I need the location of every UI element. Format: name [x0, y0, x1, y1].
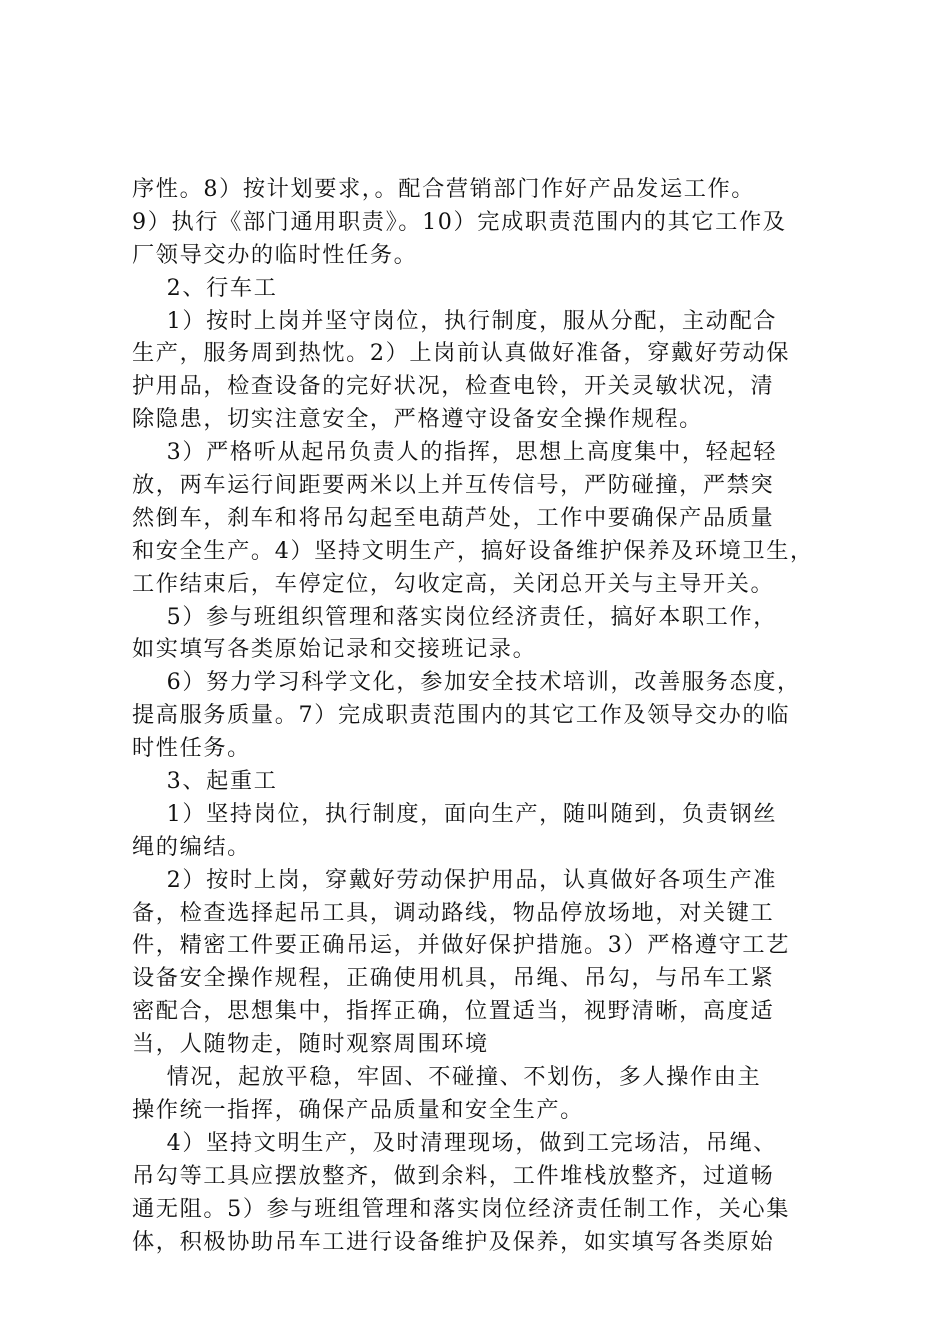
text-line: 序性。8）按计划要求，。配合营销部门作好产品发运工作。: [132, 176, 756, 202]
text-line: 操作统一指挥，确保产品质量和安全生产。: [132, 1096, 584, 1123]
text-line: 2、行车工: [132, 274, 278, 301]
text-line: 时性任务。: [132, 735, 251, 762]
text-line: 如实填写各类原始记录和交接班记录。: [132, 636, 537, 663]
text-line: 体，积极协助吊车工进行设备维护及保养，如实填写各类原始: [132, 1228, 775, 1255]
text-line: 放，两车运行间距要两米以上并互传信号，严防碰撞，严禁突: [132, 472, 775, 499]
text-line: 除隐患，切实注意安全，严格遵守设备安全操作规程。: [132, 406, 703, 433]
text-line: 当，人随物走，随时观察周围环境: [132, 1031, 489, 1058]
text-line: 生产，服务周到热忱。2）上岗前认真做好准备，穿戴好劳动保: [132, 340, 790, 367]
text-line: 3）严格听从起吊负责人的指挥，思想上高度集中，轻起轻: [132, 439, 778, 466]
text-line: 吊勾等工具应摆放整齐，做到余料，工件堆栈放整齐，过道畅: [132, 1162, 775, 1189]
text-line: 通无阻。5）参与班组管理和落实岗位经济责任制工作，关心集: [132, 1195, 790, 1222]
text-line: 工作结束后，车停定位，勾收定高，关闭总开关与主导开关。: [132, 570, 775, 597]
text-line: 提高服务质量。7）完成职责范围内的其它工作及领导交办的临: [132, 702, 790, 729]
text-line: 件，精密工件要正确吊运，并做好保护措施。3）严格遵守工艺: [132, 932, 790, 959]
text-line: 厂领导交办的临时性任务。: [132, 241, 418, 268]
text-line: 密配合，思想集中，指挥正确，位置适当，视野清晰，高度适: [132, 998, 775, 1025]
text-line: 1）坚持岗位，执行制度，面向生产，随叫随到，负责钢丝: [132, 800, 778, 827]
text-line: 1）按时上岗并坚守岗位，执行制度，服从分配，主动配合: [132, 307, 778, 334]
text-line: 6）努力学习科学文化，参加安全技术培训，改善服务态度，: [132, 669, 801, 696]
text-line: 情况，起放平稳，牢固、不碰撞、不划伤，多人操作由主: [132, 1064, 762, 1091]
document-body: [132, 173, 832, 1258]
text-line: 设备安全操作规程，正确使用机具，吊绳、吊勾，与吊车工紧: [132, 965, 775, 992]
text-line: 9）执行《部门通用职责》。10）完成职责范围内的其它工作及: [132, 208, 787, 235]
text-line: 2）按时上岗，穿戴好劳动保护用品，认真做好各项生产准: [132, 866, 778, 893]
text-line: 3、起重工: [132, 768, 278, 795]
text-line: 和安全生产。4）坚持文明生产，搞好设备维护保养及环境卫生，: [132, 537, 814, 564]
text-line: 4）坚持文明生产，及时清理现场，做到工完场洁，吊绳、: [132, 1129, 778, 1156]
text-line: 绳的编结。: [132, 833, 251, 860]
text-line: 备，检查选择起吊工具，调动路线，物品停放场地，对关键工: [132, 899, 775, 926]
text-line: 护用品，检查设备的完好状况，检查电铃，开关灵敏状况，清: [132, 373, 775, 400]
text-line: 然倒车，刹车和将吊勾起至电葫芦处，工作中要确保产品质量: [132, 504, 775, 531]
text-line: 5）参与班组织管理和落实岗位经济责任，搞好本职工作，: [132, 603, 778, 630]
